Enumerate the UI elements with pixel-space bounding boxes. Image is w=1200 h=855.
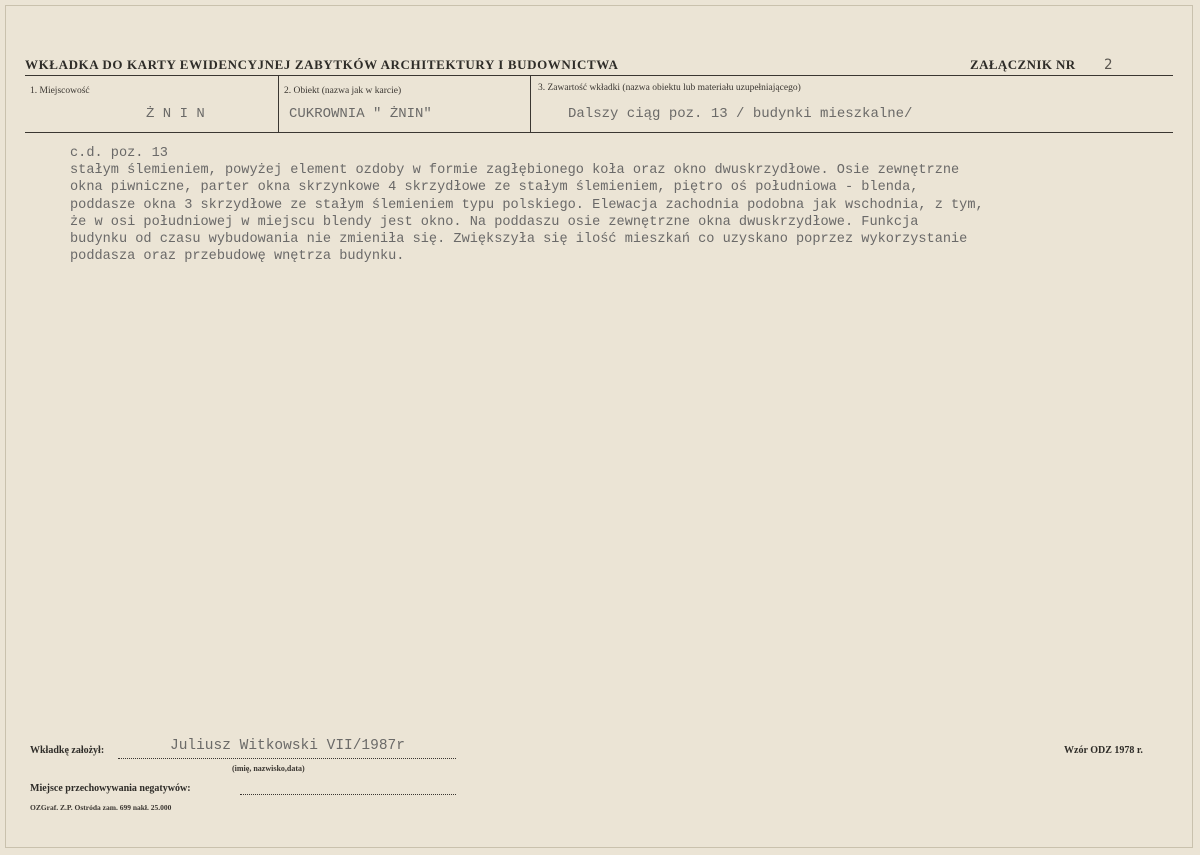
locality-value: Ż N I N bbox=[146, 106, 205, 122]
body-line: poddasze okna 3 skrzydłowe ze stałym ślemieniem typu polskiego. Elewacja zachodnia podobna jak wschodnia, z tym, bbox=[70, 197, 984, 213]
printer-info: OZGraf. Z.P. Ostróda zam. 699 nakł. 25.000 bbox=[30, 803, 172, 812]
body-line: okna piwniczne, parter okna skrzynkowe 4 skrzydłowe ze stałym ślemieniem, piętro oś południowa - blenda, bbox=[70, 180, 919, 196]
founder-line bbox=[118, 758, 456, 759]
content-value: Dalszy ciąg poz. 13 / budynki mieszkalne/ bbox=[568, 106, 913, 122]
body-text bbox=[70, 145, 984, 265]
object-value: CUKROWNIA " ŻNIN" bbox=[289, 106, 432, 122]
header-rule bbox=[25, 75, 1173, 76]
card-title: WKŁADKA DO KARTY EWIDENCYJNEJ ZABYTKÓW ARCHITEKTURY I BUDOWNICTWA bbox=[25, 57, 619, 72]
negatives-label: Miejsce przechowywania negatywów: bbox=[30, 783, 191, 794]
founder-value: Juliusz Witkowski VII/1987r bbox=[170, 738, 405, 754]
content-label: 3. Zawartość wkładki (nazwa obiektu lub materiału uzupełniającego) bbox=[538, 83, 801, 93]
body-line: budynku od czasu wybudowania nie zmieniła się. Zwiększyła się ilość mieszkań co uzyskano poprzez wykorzystanie bbox=[70, 232, 968, 248]
attachment-number: 2 bbox=[1104, 57, 1113, 73]
body-line: stałym ślemieniem, powyżej element ozdoby w formie zagłębionego koła oraz okno dwuskrzydłowe. Osie zewnętrzne bbox=[70, 163, 960, 179]
founder-caption: (imię, nazwisko,data) bbox=[232, 764, 305, 773]
negatives-line bbox=[240, 794, 456, 795]
fields-rule bbox=[25, 132, 1173, 133]
body-line: poddasza oraz przebudowę wnętrza budynku. bbox=[70, 249, 405, 265]
locality-label: 1. Miejscowość bbox=[30, 86, 90, 96]
founder-label: Wkładkę założył: bbox=[30, 745, 105, 756]
template-label: Wzór ODZ 1978 r. bbox=[1064, 745, 1143, 756]
object-label: 2. Obiekt (nazwa jak w karcie) bbox=[284, 86, 402, 96]
attachment-label: ZAŁĄCZNIK NR bbox=[970, 57, 1076, 72]
field-divider-1 bbox=[278, 76, 279, 133]
body-line: c.d. poz. 13 bbox=[70, 146, 168, 161]
field-divider-2 bbox=[530, 76, 531, 133]
body-line: że w osi południowej w miejscu blendy jest okno. Na poddaszu osie zewnętrzne okna dwuskrzydłowe. Funkcja bbox=[70, 214, 919, 230]
